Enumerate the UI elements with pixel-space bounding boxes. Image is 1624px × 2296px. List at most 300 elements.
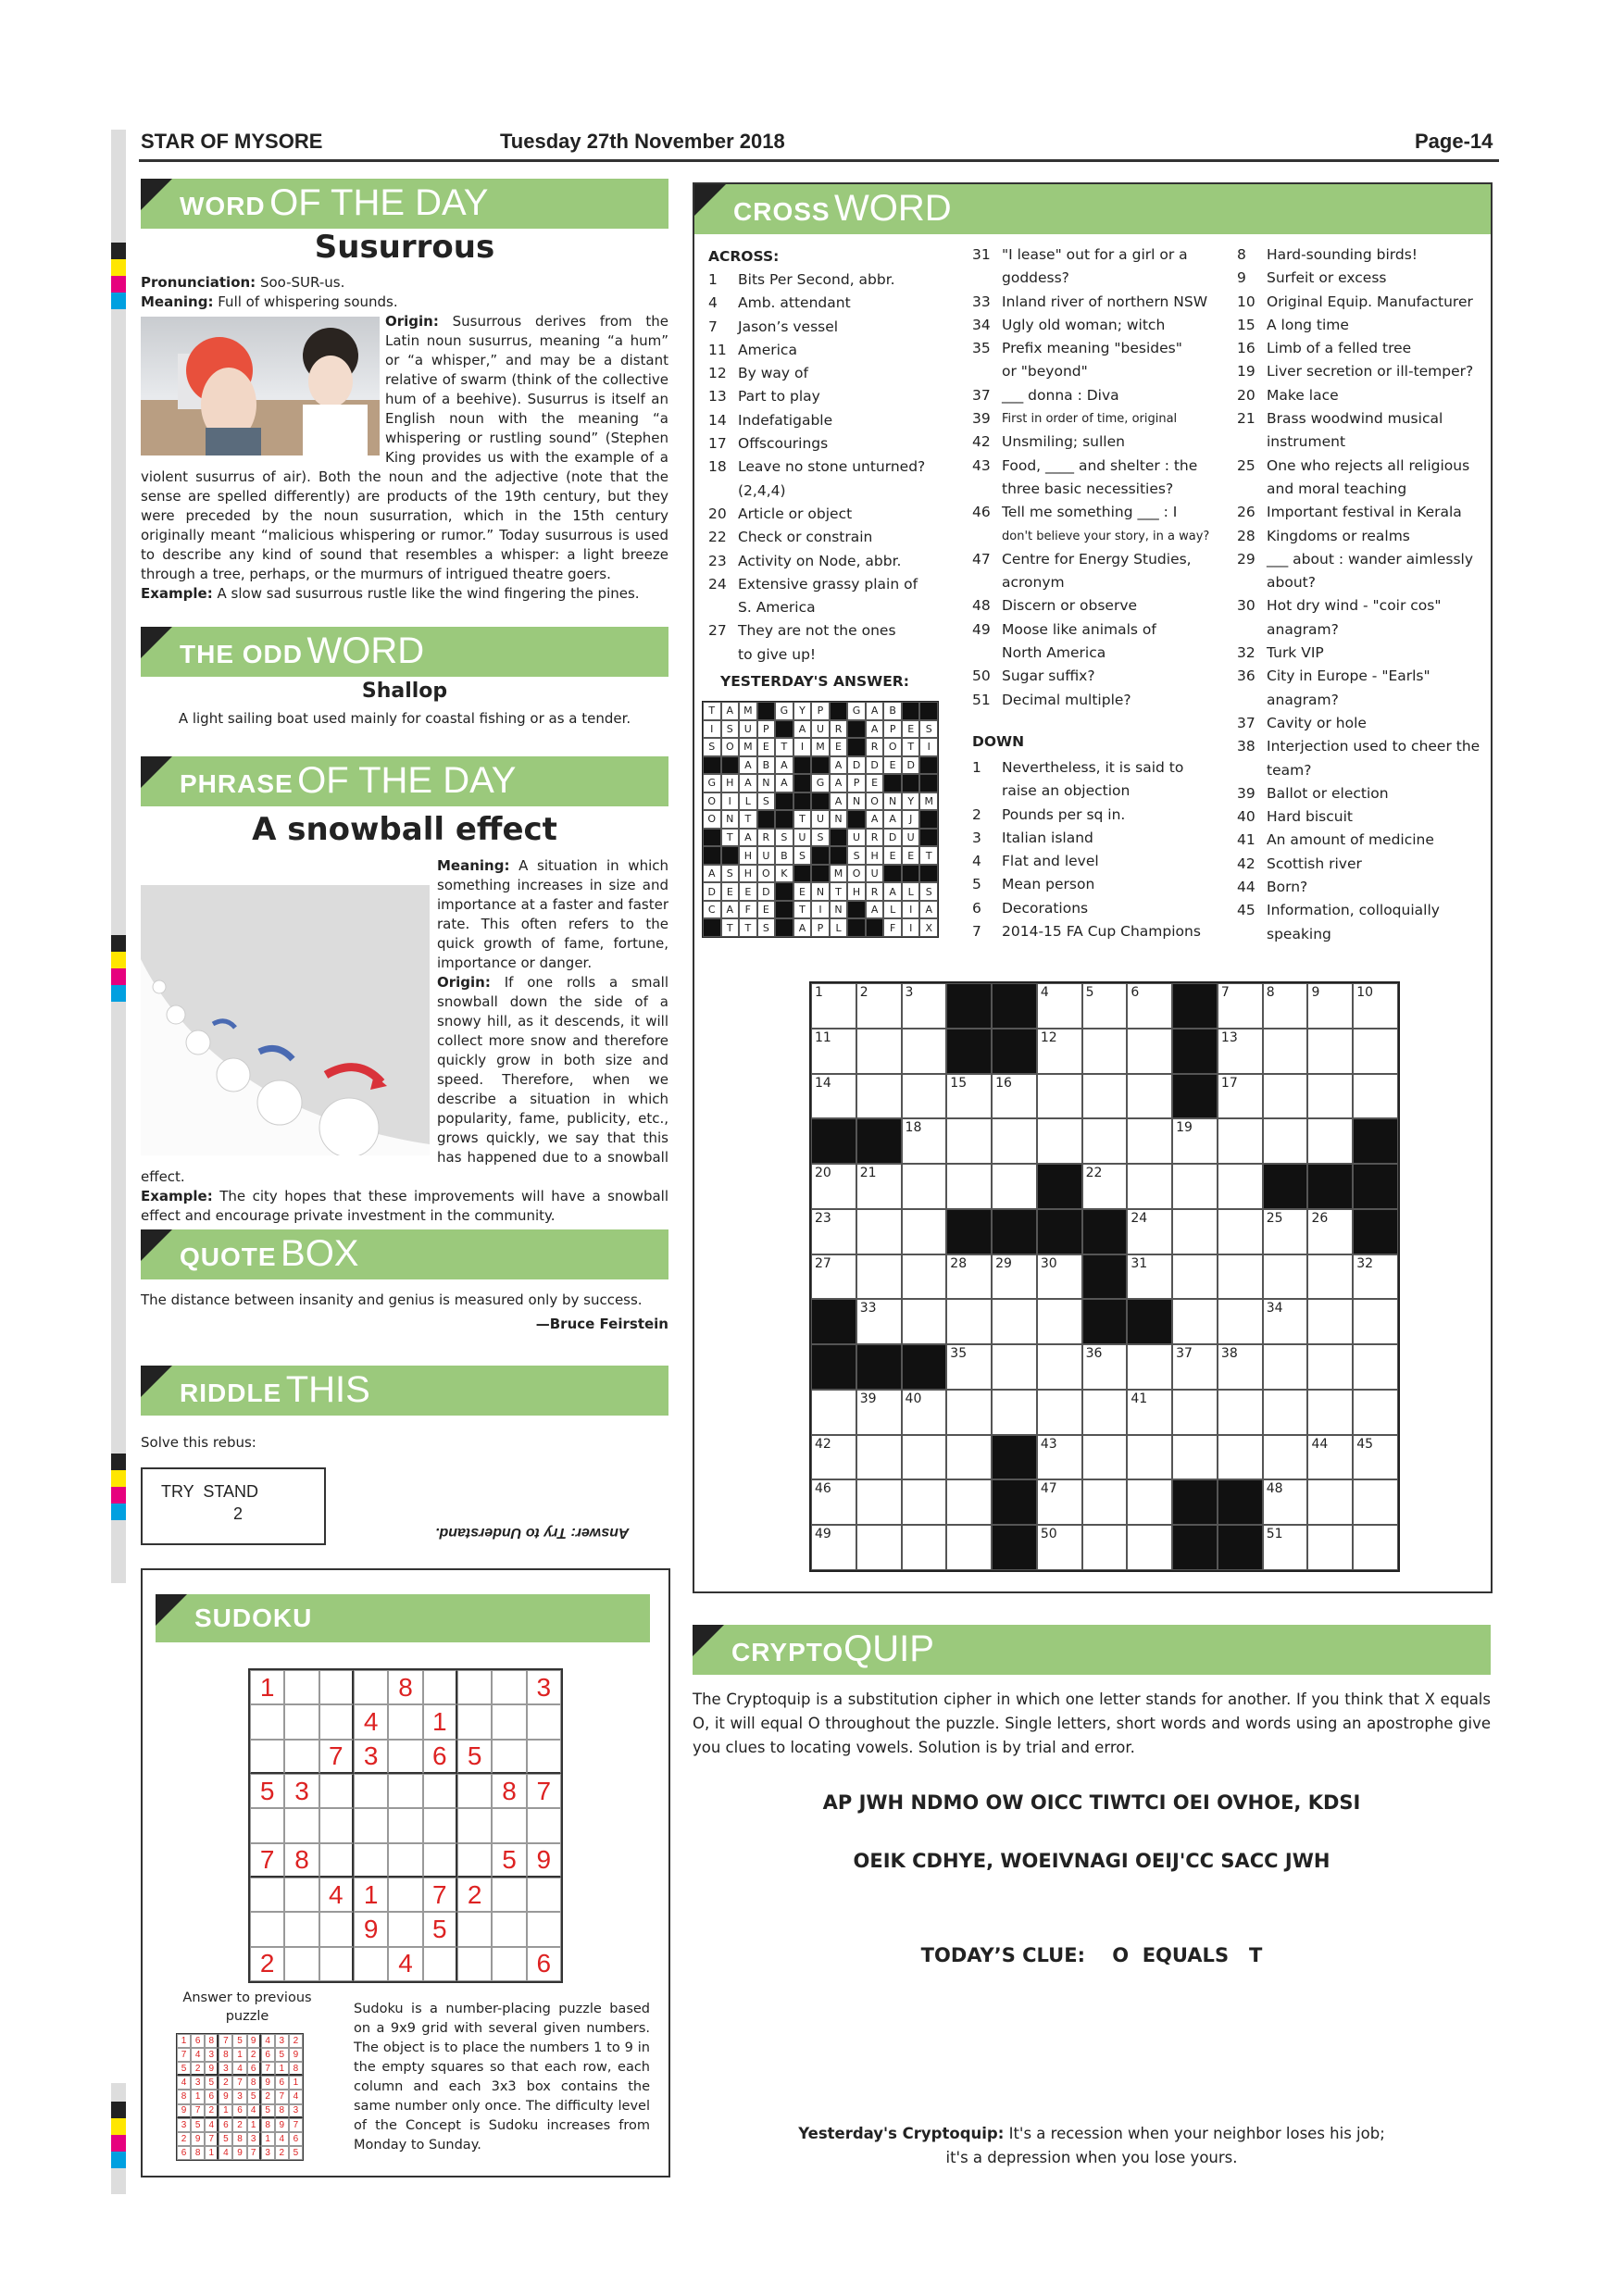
meaning: Meaning: Full of whispering sounds.	[141, 293, 398, 310]
crossword-cell[interactable]	[1307, 1254, 1353, 1300]
crossword-cell[interactable]	[1127, 1029, 1172, 1074]
sudoku-cell[interactable]	[457, 1808, 492, 1842]
crossword-cell[interactable]	[902, 1479, 947, 1525]
sudoku-cell[interactable]	[250, 1912, 284, 1946]
crossword-cell[interactable]	[856, 983, 902, 1029]
crossword-cell[interactable]	[1218, 1209, 1263, 1254]
crossword-cell[interactable]	[1218, 1074, 1263, 1119]
clue-number	[972, 642, 1002, 665]
crossword-cell[interactable]	[1263, 1074, 1308, 1119]
crossword-grid[interactable]	[809, 981, 1400, 1572]
crossword-cell[interactable]	[1082, 1164, 1128, 1209]
crossword-cell[interactable]	[1037, 1074, 1082, 1119]
sudoku-cell[interactable]: 5	[250, 1774, 284, 1808]
sudoku-cell[interactable]: 7	[250, 1843, 284, 1878]
crossword-cell[interactable]	[1263, 1209, 1308, 1254]
crossword-cell[interactable]	[856, 1479, 902, 1525]
sudoku-cell[interactable]	[457, 1912, 492, 1946]
crossword-cell[interactable]	[856, 1390, 902, 1435]
crossword-cell[interactable]	[1127, 1074, 1172, 1119]
clue-text: Pounds per sq in.	[1002, 805, 1126, 823]
crossword-cell[interactable]	[856, 1164, 902, 1209]
sudoku-cell[interactable]	[423, 1670, 457, 1704]
clue-item	[972, 548, 1231, 571]
crossword-cell[interactable]	[1127, 1479, 1172, 1525]
clue-text: Centre for Energy Studies,	[1002, 550, 1192, 568]
crossword-cell[interactable]	[1263, 1525, 1308, 1570]
cryptoquip-intro: The Cryptoquip is a substitution cipher in which one letter stands for another. If you think that X equals O, it will equal O throughout the puzzle. Single letters, short words and words using an apostrophe give you clues to locating vowels. Solution is by trial and error.	[693, 1691, 1491, 1756]
sudoku-cell[interactable]	[388, 1740, 422, 1774]
crossword-cell[interactable]	[1037, 983, 1082, 1029]
crossword-cell[interactable]	[1307, 1344, 1353, 1390]
clue-item	[1237, 829, 1487, 852]
clue-item	[972, 780, 1231, 803]
crossword-cell[interactable]	[1082, 1118, 1128, 1164]
crossword-cell[interactable]	[1307, 1479, 1353, 1525]
crossword-cell[interactable]	[902, 1074, 947, 1119]
crossword-cell[interactable]	[811, 1164, 856, 1209]
clue-number: 23	[708, 552, 727, 569]
reg-mark	[111, 2152, 126, 2168]
sudoku-cell[interactable]	[457, 1774, 492, 1808]
sudoku-cell[interactable]: 3	[284, 1774, 319, 1808]
crossword-cell[interactable]	[1082, 1344, 1128, 1390]
clue-text: S. America	[738, 599, 816, 617]
crossword-cell[interactable]	[992, 1299, 1037, 1344]
yesterday-black-cell	[919, 702, 938, 720]
clue-text: They are not the ones	[738, 622, 896, 640]
sudoku-cell[interactable]	[492, 1947, 526, 1981]
clue-number: 21	[1237, 410, 1255, 428]
crossword-cell[interactable]	[856, 1209, 902, 1254]
sudoku-cell[interactable]	[250, 1740, 284, 1774]
crossword-cell[interactable]	[1127, 1118, 1172, 1164]
reg-mark	[111, 952, 126, 968]
crossword-cell[interactable]	[1353, 1435, 1398, 1480]
sudoku-cell[interactable]: 4	[319, 1878, 354, 1912]
crossword-cell[interactable]	[946, 1525, 992, 1570]
crossword-cell[interactable]	[1127, 1390, 1172, 1435]
sudoku-cell[interactable]	[388, 1912, 422, 1946]
sudoku-cell[interactable]	[423, 1808, 457, 1842]
sudoku-cell[interactable]	[319, 1670, 354, 1704]
sudoku-cell[interactable]: 6	[527, 1947, 561, 1981]
crossword-cell[interactable]	[1082, 1390, 1128, 1435]
bar-title: SUDOKU	[194, 1603, 313, 1632]
crossword-cell[interactable]	[811, 1029, 856, 1074]
crossword-cell[interactable]	[1263, 1029, 1308, 1074]
crossword-cell[interactable]	[1263, 1390, 1308, 1435]
sudoku-cell[interactable]: 1	[423, 1704, 457, 1739]
crossword-cell[interactable]	[811, 1390, 856, 1435]
crossword-black-cell	[811, 1344, 856, 1390]
clue-number	[1237, 571, 1267, 594]
crossword-cell[interactable]	[1353, 1344, 1398, 1390]
yesterday-cell: A	[793, 720, 812, 739]
crossword-cell[interactable]	[1172, 1435, 1218, 1480]
yesterday-cell: T	[721, 829, 740, 847]
crossword-cell[interactable]	[902, 1390, 947, 1435]
crossword-cell[interactable]	[1037, 1299, 1082, 1344]
reg-mark	[111, 276, 126, 293]
crossword-cell[interactable]	[1353, 1074, 1398, 1119]
sudoku-cell[interactable]	[527, 1912, 561, 1946]
sudoku-cell[interactable]	[388, 1878, 422, 1912]
crossword-cell[interactable]	[1172, 1344, 1218, 1390]
clue-item	[708, 455, 958, 479]
odd-word: Shallop	[361, 680, 448, 703]
crossword-cell[interactable]	[1218, 1164, 1263, 1209]
crossword-cell[interactable]	[1082, 983, 1128, 1029]
sudoku-cell[interactable]: 5	[492, 1843, 526, 1878]
sudoku-cell[interactable]: 6	[423, 1740, 457, 1774]
sudoku-cell[interactable]	[284, 1808, 319, 1842]
bar-title: BOX	[281, 1233, 359, 1274]
crossword-cell[interactable]	[1353, 983, 1398, 1029]
sudoku-cell[interactable]: 8	[284, 1843, 319, 1878]
yesterday-black-cell	[883, 865, 902, 883]
crossword-cell[interactable]	[1218, 1390, 1263, 1435]
crossword-cell[interactable]	[1127, 983, 1172, 1029]
sudoku-cell[interactable]	[354, 1774, 388, 1808]
crossword-cell[interactable]	[992, 1164, 1037, 1209]
crossword-cell[interactable]	[1127, 1435, 1172, 1480]
sudoku-cell[interactable]: 3	[527, 1670, 561, 1704]
crossword-cell[interactable]	[1172, 1118, 1218, 1164]
sudoku-cell[interactable]: 2	[250, 1947, 284, 1981]
reg-mark	[111, 935, 126, 952]
clue-number: 16	[1237, 340, 1255, 357]
yesterday-cell: R	[830, 720, 848, 739]
crossword-cell[interactable]	[1307, 983, 1353, 1029]
crossword-cell[interactable]	[902, 1029, 947, 1074]
crossword-cell[interactable]	[856, 1029, 902, 1074]
crossword-cell[interactable]	[992, 1254, 1037, 1300]
crossword-cell[interactable]	[902, 983, 947, 1029]
crossword-cell[interactable]	[856, 1254, 902, 1300]
sudoku-cell[interactable]	[423, 1843, 457, 1878]
crossword-cell[interactable]	[1263, 1118, 1308, 1164]
sudoku-cell[interactable]	[388, 1808, 422, 1842]
crossword-cell[interactable]	[1037, 1254, 1082, 1300]
sudoku-cell[interactable]: 9	[527, 1843, 561, 1878]
crossword-cell[interactable]	[902, 1525, 947, 1570]
sudoku-cell[interactable]: 7	[527, 1774, 561, 1808]
crossword-cell[interactable]	[1082, 1029, 1128, 1074]
crossword-cell[interactable]	[1218, 1118, 1263, 1164]
crossword-cell[interactable]	[946, 1344, 992, 1390]
yesterday-black-cell	[919, 829, 938, 847]
crossword-cell[interactable]	[1218, 983, 1263, 1029]
sudoku-cell[interactable]	[250, 1808, 284, 1842]
crossword-cell[interactable]	[902, 1299, 947, 1344]
crossword-cell[interactable]	[1307, 1435, 1353, 1480]
crossword-cell[interactable]	[1082, 1074, 1128, 1119]
crossword-cell[interactable]	[946, 1479, 992, 1525]
sudoku-cell[interactable]	[250, 1878, 284, 1912]
sudoku-cell[interactable]: 2	[457, 1878, 492, 1912]
crossword-cell[interactable]	[1218, 1435, 1263, 1480]
yesterday-cell: A	[739, 756, 757, 775]
phrase-bar	[141, 756, 668, 806]
reg-mark	[111, 2135, 126, 2152]
sudoku-cell[interactable]	[354, 1670, 388, 1704]
pronunciation: Pronunciation: Soo-SUR-us.	[141, 274, 345, 291]
crossword-cell[interactable]	[946, 1164, 992, 1209]
crossword-cell[interactable]	[811, 1209, 856, 1254]
crossword-cell[interactable]	[1037, 1435, 1082, 1480]
crossword-cell[interactable]	[811, 983, 856, 1029]
clue-text: Discern or observe	[1002, 597, 1138, 615]
crossword-cell[interactable]	[992, 1118, 1037, 1164]
sudoku-cell[interactable]	[354, 1808, 388, 1842]
sudoku-cell[interactable]: 4	[388, 1947, 422, 1981]
crossword-cell[interactable]	[946, 1074, 992, 1119]
crossword-cell[interactable]	[1172, 1164, 1218, 1209]
sudoku-cell[interactable]	[457, 1704, 492, 1739]
clue-item	[708, 480, 958, 503]
down-clues-col1	[972, 756, 1231, 943]
cell-number: 44	[1311, 1436, 1329, 1452]
clue-text: North America	[1002, 644, 1106, 662]
crossword-black-cell	[1172, 1525, 1218, 1570]
sudoku-cell[interactable]	[319, 1774, 354, 1808]
clue-item	[972, 850, 1231, 873]
sudoku-cell[interactable]: 3	[354, 1740, 388, 1774]
crossword-cell[interactable]	[856, 1074, 902, 1119]
crossword-cell[interactable]	[946, 1118, 992, 1164]
cell-number: 50	[1040, 1527, 1057, 1542]
sudoku-cell[interactable]	[250, 1704, 284, 1739]
yesterday-cell: P	[811, 702, 830, 720]
sudoku-cell[interactable]	[388, 1704, 422, 1739]
crossword-cell[interactable]	[1037, 1344, 1082, 1390]
crossword-cell[interactable]	[902, 1435, 947, 1480]
crossword-cell[interactable]	[902, 1118, 947, 1164]
odd-word-definition: A light sailing boat used mainly for coastal fishing or as a tender.	[178, 710, 631, 727]
crossword-cell[interactable]	[1263, 1254, 1308, 1300]
crossword-cell[interactable]	[1307, 1299, 1353, 1344]
sudoku-cell[interactable]	[319, 1843, 354, 1878]
crossword-cell[interactable]	[1127, 1164, 1172, 1209]
crossword-cell[interactable]	[1172, 1209, 1218, 1254]
sudoku-cell[interactable]: 8	[492, 1774, 526, 1808]
clue-item	[972, 291, 1231, 314]
crossword-cell[interactable]	[856, 1525, 902, 1570]
sudoku-cell[interactable]: 5	[423, 1912, 457, 1946]
sudoku-cell[interactable]	[423, 1774, 457, 1808]
sudoku-cell[interactable]	[354, 1947, 388, 1981]
crossword-cell[interactable]	[811, 1479, 856, 1525]
clue-text: Unsmiling; sullen	[1002, 433, 1125, 451]
sudoku-cell[interactable]	[492, 1878, 526, 1912]
yesterday-cell: E	[830, 738, 848, 756]
clue-text: Surfeit or excess	[1267, 269, 1387, 287]
sudoku-cell[interactable]	[527, 1808, 561, 1842]
crossword-cell[interactable]	[1127, 1254, 1172, 1300]
yesterday-cell: S	[775, 829, 793, 847]
crossword-cell[interactable]	[811, 1435, 856, 1480]
sudoku-cell[interactable]	[457, 1670, 492, 1704]
sudoku-cell[interactable]	[527, 1704, 561, 1739]
clue-text: Ballot or election	[1267, 784, 1389, 802]
clue-number: 33	[972, 293, 991, 310]
sudoku-cell[interactable]	[284, 1947, 319, 1981]
sudoku-cell[interactable]	[457, 1947, 492, 1981]
bar-label: PHRASE	[180, 769, 294, 798]
crossword-cell[interactable]	[811, 1254, 856, 1300]
sudoku-cell[interactable]	[284, 1740, 319, 1774]
sudoku-cell[interactable]: 7	[319, 1740, 354, 1774]
sudoku-cell[interactable]: 8	[388, 1670, 422, 1704]
crossword-cell[interactable]	[992, 1074, 1037, 1119]
yesterday-cell: D	[902, 756, 920, 775]
crossword-cell[interactable]	[902, 1209, 947, 1254]
crossword-cell[interactable]	[992, 1390, 1037, 1435]
crossword-cell[interactable]	[1353, 1525, 1398, 1570]
crossword-cell[interactable]	[1263, 983, 1308, 1029]
crossword-cell[interactable]	[1172, 1390, 1218, 1435]
crossword-cell[interactable]	[811, 1074, 856, 1119]
sudoku-cell[interactable]	[527, 1740, 561, 1774]
sudoku-cell: 6	[289, 2132, 303, 2146]
sudoku-cell[interactable]	[492, 1912, 526, 1946]
sudoku-cell[interactable]: 5	[457, 1740, 492, 1774]
sudoku-cell: 9	[261, 2076, 275, 2090]
sudoku-cell[interactable]: 4	[354, 1704, 388, 1739]
crossword-cell[interactable]	[902, 1164, 947, 1209]
crossword-cell[interactable]	[992, 1344, 1037, 1390]
yesterday-black-cell	[847, 810, 866, 829]
yesterday-black-cell	[919, 810, 938, 829]
clue-number: 41	[1237, 831, 1255, 849]
sudoku-cell[interactable]: 9	[354, 1912, 388, 1946]
bar-label: THE ODD	[180, 640, 303, 668]
crossword-cell[interactable]	[1127, 1525, 1172, 1570]
sudoku-cell[interactable]	[284, 1912, 319, 1946]
sudoku-cell[interactable]	[492, 1704, 526, 1739]
crossword-cell[interactable]	[1353, 1254, 1398, 1300]
crossword-cell[interactable]	[1263, 1435, 1308, 1480]
crossword-cell[interactable]	[1082, 1525, 1128, 1570]
crossword-cell[interactable]	[1263, 1344, 1308, 1390]
clue-number	[708, 596, 738, 619]
sudoku-cell[interactable]	[319, 1947, 354, 1981]
crossword-cell[interactable]	[856, 1299, 902, 1344]
crossword-cell[interactable]	[1307, 1029, 1353, 1074]
crossword-cell[interactable]	[1037, 1479, 1082, 1525]
sudoku-cell[interactable]	[319, 1704, 354, 1739]
sudoku-cell[interactable]: 1	[250, 1670, 284, 1704]
clue-number: 49	[972, 620, 991, 638]
sudoku-cell[interactable]: 1	[354, 1878, 388, 1912]
crossword-cell[interactable]	[1353, 1299, 1398, 1344]
crossword-cell[interactable]	[1353, 1479, 1398, 1525]
yesterday-cell: T	[775, 738, 793, 756]
crossword-cell[interactable]	[946, 1254, 992, 1300]
crossword-cell[interactable]	[1218, 1299, 1263, 1344]
cell-number: 23	[815, 1210, 831, 1226]
yesterday-cell: U	[793, 829, 812, 847]
yesterday-cell: I	[703, 720, 721, 739]
crossword-cell[interactable]	[1037, 1118, 1082, 1164]
crossword-cell[interactable]	[946, 1435, 992, 1480]
crossword-cell[interactable]	[1127, 1344, 1172, 1390]
clue-item	[708, 292, 958, 315]
sudoku-cell: 3	[219, 2062, 232, 2076]
rebus-line2: 2	[233, 1504, 244, 1523]
crossword-cell[interactable]	[1263, 1479, 1308, 1525]
sudoku-cell[interactable]	[423, 1947, 457, 1981]
crossword-cell[interactable]	[856, 1435, 902, 1480]
sudoku-cell[interactable]	[492, 1808, 526, 1842]
crossword-cell[interactable]	[1082, 1479, 1128, 1525]
sudoku-grid[interactable]	[248, 1668, 563, 1983]
crossword-cell[interactable]	[1037, 1525, 1082, 1570]
sudoku-cell[interactable]	[388, 1774, 422, 1808]
crossword-cell[interactable]	[1307, 1074, 1353, 1119]
crossword-cell[interactable]	[1263, 1299, 1308, 1344]
crossword-black-cell	[1082, 1299, 1128, 1344]
crossword-cell[interactable]	[1307, 1390, 1353, 1435]
sudoku-cell[interactable]	[354, 1843, 388, 1878]
crossword-cell[interactable]	[1218, 1344, 1263, 1390]
crossword-cell[interactable]	[902, 1254, 947, 1300]
crossword-cell[interactable]	[811, 1525, 856, 1570]
sudoku-cell[interactable]	[492, 1670, 526, 1704]
sudoku-cell[interactable]	[284, 1878, 319, 1912]
crossword-black-cell	[1218, 1479, 1263, 1525]
sudoku-cell[interactable]	[319, 1912, 354, 1946]
sudoku-cell[interactable]	[319, 1808, 354, 1842]
sudoku-cell[interactable]	[284, 1670, 319, 1704]
yesterday-cell: A	[721, 702, 740, 720]
crossword-cell[interactable]	[1307, 1118, 1353, 1164]
sudoku-cell[interactable]	[457, 1843, 492, 1878]
crossword-cell[interactable]	[1353, 1029, 1398, 1074]
crossword-cell[interactable]	[1218, 1029, 1263, 1074]
crossword-cell[interactable]	[1127, 1209, 1172, 1254]
clue-item	[1237, 853, 1487, 876]
yesterday-cell: I	[793, 738, 812, 756]
sudoku-cell[interactable]	[527, 1878, 561, 1912]
sudoku-cell[interactable]	[492, 1740, 526, 1774]
yesterday-cell: T	[739, 810, 757, 829]
crossword-cell[interactable]	[1037, 1029, 1082, 1074]
clue-number: 51	[972, 691, 991, 708]
yesterday-cell: O	[703, 810, 721, 829]
reg-mark	[111, 243, 126, 259]
crossword-cell[interactable]	[1353, 1390, 1398, 1435]
crossword-cell[interactable]	[946, 1299, 992, 1344]
yesterday-cell: A	[883, 882, 902, 901]
crossword-cell[interactable]	[1172, 1254, 1218, 1300]
clue-text: Prefix meaning "besides"	[1002, 340, 1182, 357]
crossword-cell[interactable]	[1307, 1209, 1353, 1254]
crossword-cell[interactable]	[1218, 1254, 1263, 1300]
yesterday-cell: K	[775, 865, 793, 883]
phrase-body: Meaning: A situation in which something increases in size and importance at a faster and faster rate. This often refers to the quick growth of fame, fortune, importance or danger. Origin: If one rolls a small snowball down the side of a snowy hill, as it descends, it will collect more snow and therefore quickly grow in both size and speed. Therefore, when we describe a situation in which popularity, fame, publicity, etc., grows quickly, we say that this has happened due to a snowball effect. Example: The city hopes that these improvements will have a snowball effect and encourage private investment in the community.	[141, 857, 668, 1224]
clue-item	[1237, 291, 1487, 314]
crossword-cell[interactable]	[1307, 1525, 1353, 1570]
crossword-cell[interactable]	[1082, 1435, 1128, 1480]
crossword-cell[interactable]	[946, 1390, 992, 1435]
crossword-cell[interactable]	[1037, 1390, 1082, 1435]
sudoku-cell[interactable]	[388, 1843, 422, 1878]
sudoku-cell[interactable]	[284, 1704, 319, 1739]
sudoku-cell[interactable]: 7	[423, 1878, 457, 1912]
crossword-cell[interactable]	[1172, 1299, 1218, 1344]
